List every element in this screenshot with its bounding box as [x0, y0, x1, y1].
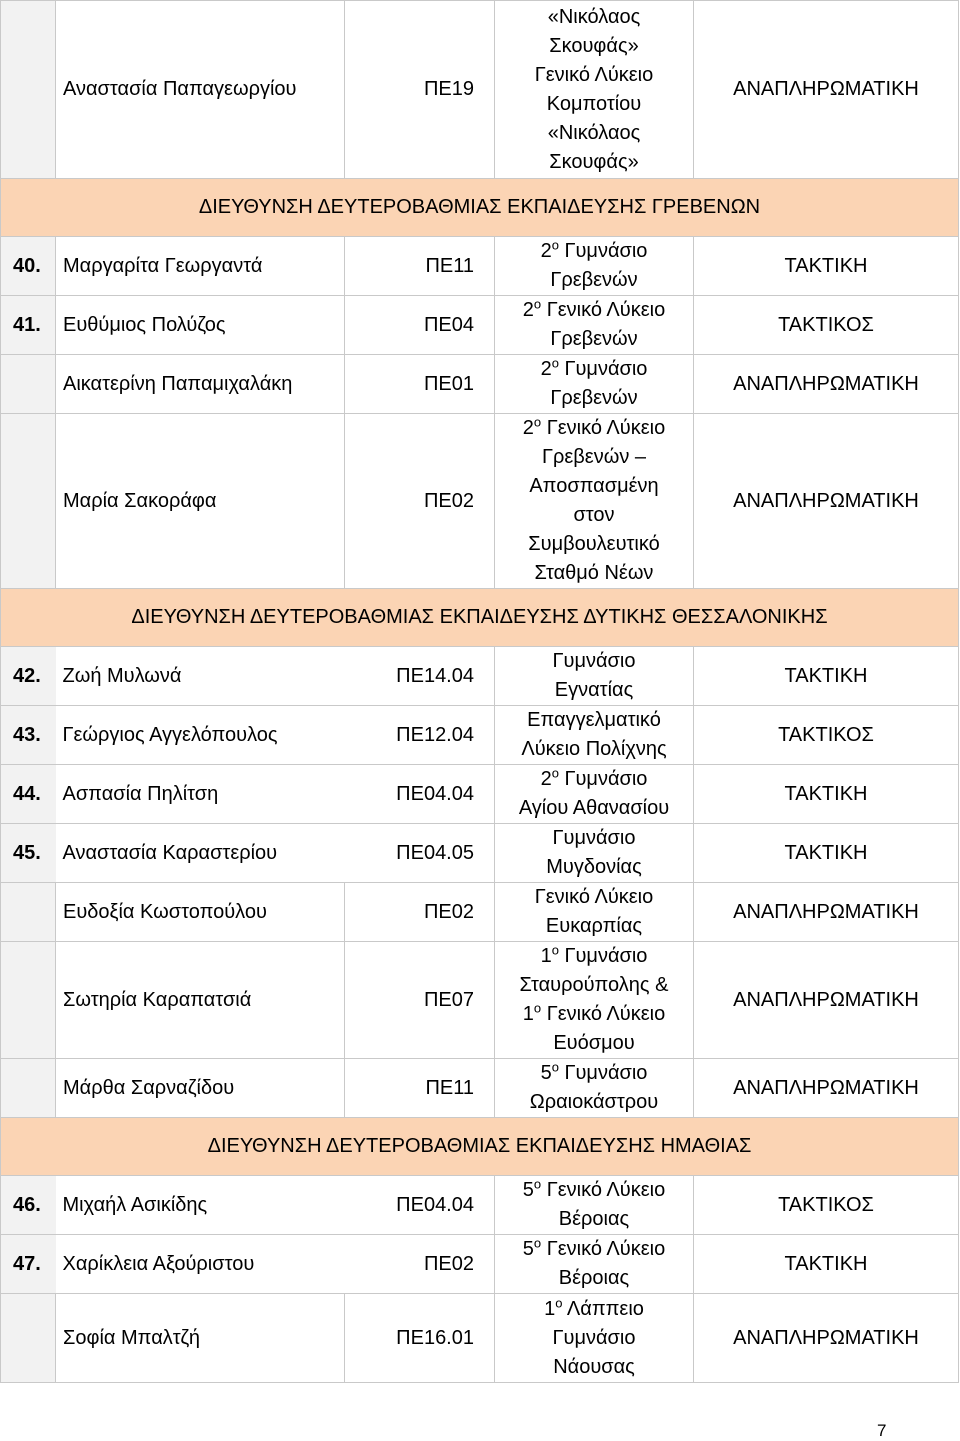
ordinal-suffix: ο [551, 355, 559, 371]
employment-status: ΑΝΑΠΛΗΡΩΜΑΤΙΚΗ [694, 1294, 959, 1383]
school-ordinal: 5 [540, 1062, 552, 1084]
teacher-name: Αναστασία Καραστερίου [56, 824, 345, 883]
teacher-name: Μαργαρίτα Γεωργαντά [56, 237, 345, 296]
specialty: ΠΕ01 [345, 355, 495, 414]
school [495, 296, 694, 355]
table-row [1, 355, 959, 414]
school-ordinal: 2 [522, 417, 534, 439]
specialty: ΠΕ02 [345, 414, 495, 589]
teacher-name: Σοφία Μπαλτζή [56, 1294, 345, 1383]
ordinal-suffix: ο [533, 296, 542, 312]
school-line: Σκουφάς» [549, 150, 639, 173]
directorate-title: ΔΙΕΥΘΥΝΣΗ ΔΕΥΤΕΡΟΒΑΘΜΙΑΣ ΕΚΠΑΙΔΕΥΣΗΣ ΗΜΑΘΙΑΣ [1, 1118, 959, 1176]
school-line: Γενικό Λύκειο [541, 1179, 666, 1201]
ordinal-suffix: ο [551, 942, 559, 958]
table-row [1, 942, 959, 1059]
school-line: Βέροιας [558, 1267, 630, 1289]
school [495, 414, 694, 589]
table-row [1, 1294, 959, 1383]
school-ordinal: 2 [540, 358, 552, 380]
table-row [1, 706, 959, 765]
employment-status: ΑΝΑΠΛΗΡΩΜΑΤΙΚΗ [694, 1059, 959, 1118]
row-number [1, 1059, 56, 1118]
employment-status: ΑΝΑΠΛΗΡΩΜΑΤΙΚΗ [694, 355, 959, 414]
teacher-name: Σωτηρία Καραπατσιά [56, 942, 345, 1059]
specialty: ΠΕ07 [345, 942, 495, 1059]
specialty: ΠΕ02 [345, 883, 495, 942]
school-ordinal: 2 [540, 240, 552, 262]
employment-status: ΤΑΚΤΙΚΟΣ [694, 1176, 959, 1235]
row-number [1, 414, 56, 589]
table-row [1, 237, 959, 296]
school-line: Γενικό Λύκειο [534, 886, 654, 908]
teacher-name: Χαρίκλεια Αξούριστου [56, 1235, 345, 1294]
teacher-name: Ευδοξία Κωστοπούλου [56, 883, 345, 942]
teacher-name: Ζωή Μυλωνά [56, 647, 345, 706]
school [495, 706, 694, 765]
school-line: «Νικόλαος [547, 5, 641, 28]
school-line: Επαγγελματικό [527, 709, 661, 731]
ordinal-suffix: ο [533, 414, 542, 430]
school-line: Γρεβενών – [541, 446, 647, 468]
directorate-title: ΔΙΕΥΘΥΝΣΗ ΔΕΥΤΕΡΟΒΑΘΜΙΑΣ ΕΚΠΑΙΔΕΥΣΗΣ ΓΡΕΒΕΝΩΝ [1, 179, 959, 237]
row-number: 45. [1, 824, 56, 883]
page-number: 7 [877, 1421, 887, 1440]
school-line: «Νικόλαος [547, 121, 641, 144]
teacher-name: Μάρθα Σαρναζίδου [56, 1059, 345, 1118]
school-ordinal: 1 [522, 1003, 534, 1025]
table-row [1, 1235, 959, 1294]
table-row [1, 1059, 959, 1118]
school-line: Γενικό Λύκειο [541, 299, 666, 321]
school-line: στον [573, 504, 615, 526]
school-line: Γυμνάσιο [552, 1326, 636, 1349]
school [495, 942, 694, 1059]
specialty: ΠΕ04.04 [345, 765, 495, 824]
table-row [1, 296, 959, 355]
employment-status: ΤΑΚΤΙΚΗ [694, 237, 959, 296]
teacher-name: Μαρία Σακοράφα [56, 414, 345, 589]
ordinal-suffix: ο [533, 1000, 542, 1016]
school-line: Ευόσμου [553, 1032, 635, 1054]
school [495, 1235, 694, 1294]
school-line: Γυμνάσιο [558, 768, 648, 790]
ordinal-suffix: ο [551, 237, 559, 253]
ordinal-suffix: ο [551, 1059, 559, 1075]
school [495, 237, 694, 296]
school-line: Μυγδονίας [546, 856, 642, 878]
employment-status: ΤΑΚΤΙΚΗ [694, 824, 959, 883]
school-line: Αγίου Αθανασίου [518, 797, 670, 819]
school-ordinal: 1 [540, 945, 552, 967]
school-line: Γυμνάσιο [552, 650, 636, 672]
directorate-title: ΔΙΕΥΘΥΝΣΗ ΔΕΥΤΕΡΟΒΑΘΜΙΑΣ ΕΚΠΑΙΔΕΥΣΗΣ ΔΥΤΙΚΗΣ ΘΕΣΣΑΛΟΝΙΚΗΣ [1, 589, 959, 647]
table-row [1, 414, 959, 589]
table-row [1, 1, 959, 179]
row-number [1, 942, 56, 1059]
specialty: ΠΕ04.05 [345, 824, 495, 883]
school-line: Λύκειο Πολίχνης [521, 738, 667, 760]
school-line: Λάππειο [562, 1297, 644, 1320]
teacher-name: Μιχαήλ Ασικίδης [56, 1176, 345, 1235]
employment-status: ΑΝΑΠΛΗΡΩΜΑΤΙΚΗ [694, 883, 959, 942]
row-number: 43. [1, 706, 56, 765]
school-line: Γρεβενών [550, 387, 638, 409]
specialty: ΠΕ11 [345, 237, 495, 296]
row-number: 47. [1, 1235, 56, 1294]
school-line: Γενικό Λύκειο [534, 63, 654, 86]
table-row [1, 765, 959, 824]
specialty: ΠΕ02 [345, 1235, 495, 1294]
table-row [1, 883, 959, 942]
school-line: Γενικό Λύκειο [541, 1003, 666, 1025]
specialty: ΠΕ04 [345, 296, 495, 355]
school-line: Σκουφάς» [549, 34, 639, 57]
school-ordinal: 1 [544, 1297, 556, 1320]
employment-status: ΤΑΚΤΙΚΟΣ [694, 706, 959, 765]
school-ordinal: 2 [540, 768, 552, 790]
employment-status: ΤΑΚΤΙΚΗ [694, 765, 959, 824]
teacher-name: Αναστασία Παπαγεωργίου [56, 1, 345, 179]
specialty: ΠΕ19 [345, 1, 495, 179]
school [495, 355, 694, 414]
school-line: Εγνατίας [554, 679, 634, 701]
ordinal-suffix: ο [555, 1294, 563, 1310]
school-line: Κομποτίου [546, 92, 642, 115]
specialty: ΠΕ11 [345, 1059, 495, 1118]
school-line: Σταυρούπολης & [519, 974, 669, 996]
school-line: Γυμνάσιο [552, 827, 636, 849]
ordinal-suffix: ο [533, 1176, 542, 1192]
specialty: ΠΕ14.04 [345, 647, 495, 706]
school [495, 1294, 694, 1383]
teacher-name: Αικατερίνη Παπαμιχαλάκη [56, 355, 345, 414]
ordinal-suffix: ο [551, 765, 559, 781]
row-number: 44. [1, 765, 56, 824]
school-line: Ωραιοκάστρου [529, 1091, 659, 1113]
teacher-name: Γεώργιος Αγγελόπουλος [56, 706, 345, 765]
employment-status: ΑΝΑΠΛΗΡΩΜΑΤΙΚΗ [694, 1, 959, 179]
row-number: 41. [1, 296, 56, 355]
specialty: ΠΕ12.04 [345, 706, 495, 765]
school-line: Γρεβενών [550, 328, 638, 350]
specialty: ΠΕ04.04 [345, 1176, 495, 1235]
employment-status: ΑΝΑΠΛΗΡΩΜΑΤΙΚΗ [694, 414, 959, 589]
employment-status: ΤΑΚΤΙΚΗ [694, 647, 959, 706]
school-line: Ευκαρπίας [545, 915, 643, 937]
table-row [1, 1176, 959, 1235]
school-line: Σταθμό Νέων [534, 562, 654, 584]
table-row [1, 647, 959, 706]
section-header [1, 589, 959, 647]
school-ordinal: 2 [522, 299, 534, 321]
ordinal-suffix: ο [533, 1235, 542, 1251]
school [495, 765, 694, 824]
employment-status: ΤΑΚΤΙΚΟΣ [694, 296, 959, 355]
school [495, 1, 694, 179]
row-number: 46. [1, 1176, 56, 1235]
school [495, 883, 694, 942]
row-number [1, 355, 56, 414]
school [495, 647, 694, 706]
school-line: Βέροιας [558, 1208, 630, 1230]
row-number [1, 1294, 56, 1383]
school-line: Γυμνάσιο [558, 240, 648, 262]
school [495, 1059, 694, 1118]
row-number [1, 1, 56, 179]
school-line: Γυμνάσιο [558, 945, 648, 967]
employment-status: ΑΝΑΠΛΗΡΩΜΑΤΙΚΗ [694, 942, 959, 1059]
teacher-name: Ασπασία Πηλίτση [56, 765, 345, 824]
school-line: Γενικό Λύκειο [541, 417, 666, 439]
school-line: Γρεβενών [550, 269, 638, 291]
section-header [1, 179, 959, 237]
school-line: Συμβουλευτικό [528, 533, 660, 555]
school [495, 824, 694, 883]
specialty: ΠΕ16.01 [345, 1294, 495, 1383]
employment-status: ΤΑΚΤΙΚΗ [694, 1235, 959, 1294]
school-ordinal: 5 [522, 1238, 534, 1260]
school-ordinal: 5 [522, 1179, 534, 1201]
school-line: Αποσπασμένη [529, 475, 659, 497]
row-number [1, 883, 56, 942]
row-number: 40. [1, 237, 56, 296]
school [495, 1176, 694, 1235]
row-number: 42. [1, 647, 56, 706]
school-line: Νάουσας [553, 1355, 635, 1378]
table-row [1, 824, 959, 883]
school-line: Γυμνάσιο [558, 358, 648, 380]
teacher-name: Ευθύμιος Πολύζος [56, 296, 345, 355]
school-line: Γενικό Λύκειο [541, 1238, 666, 1260]
school-line: Γυμνάσιο [558, 1062, 648, 1084]
section-header [1, 1118, 959, 1176]
